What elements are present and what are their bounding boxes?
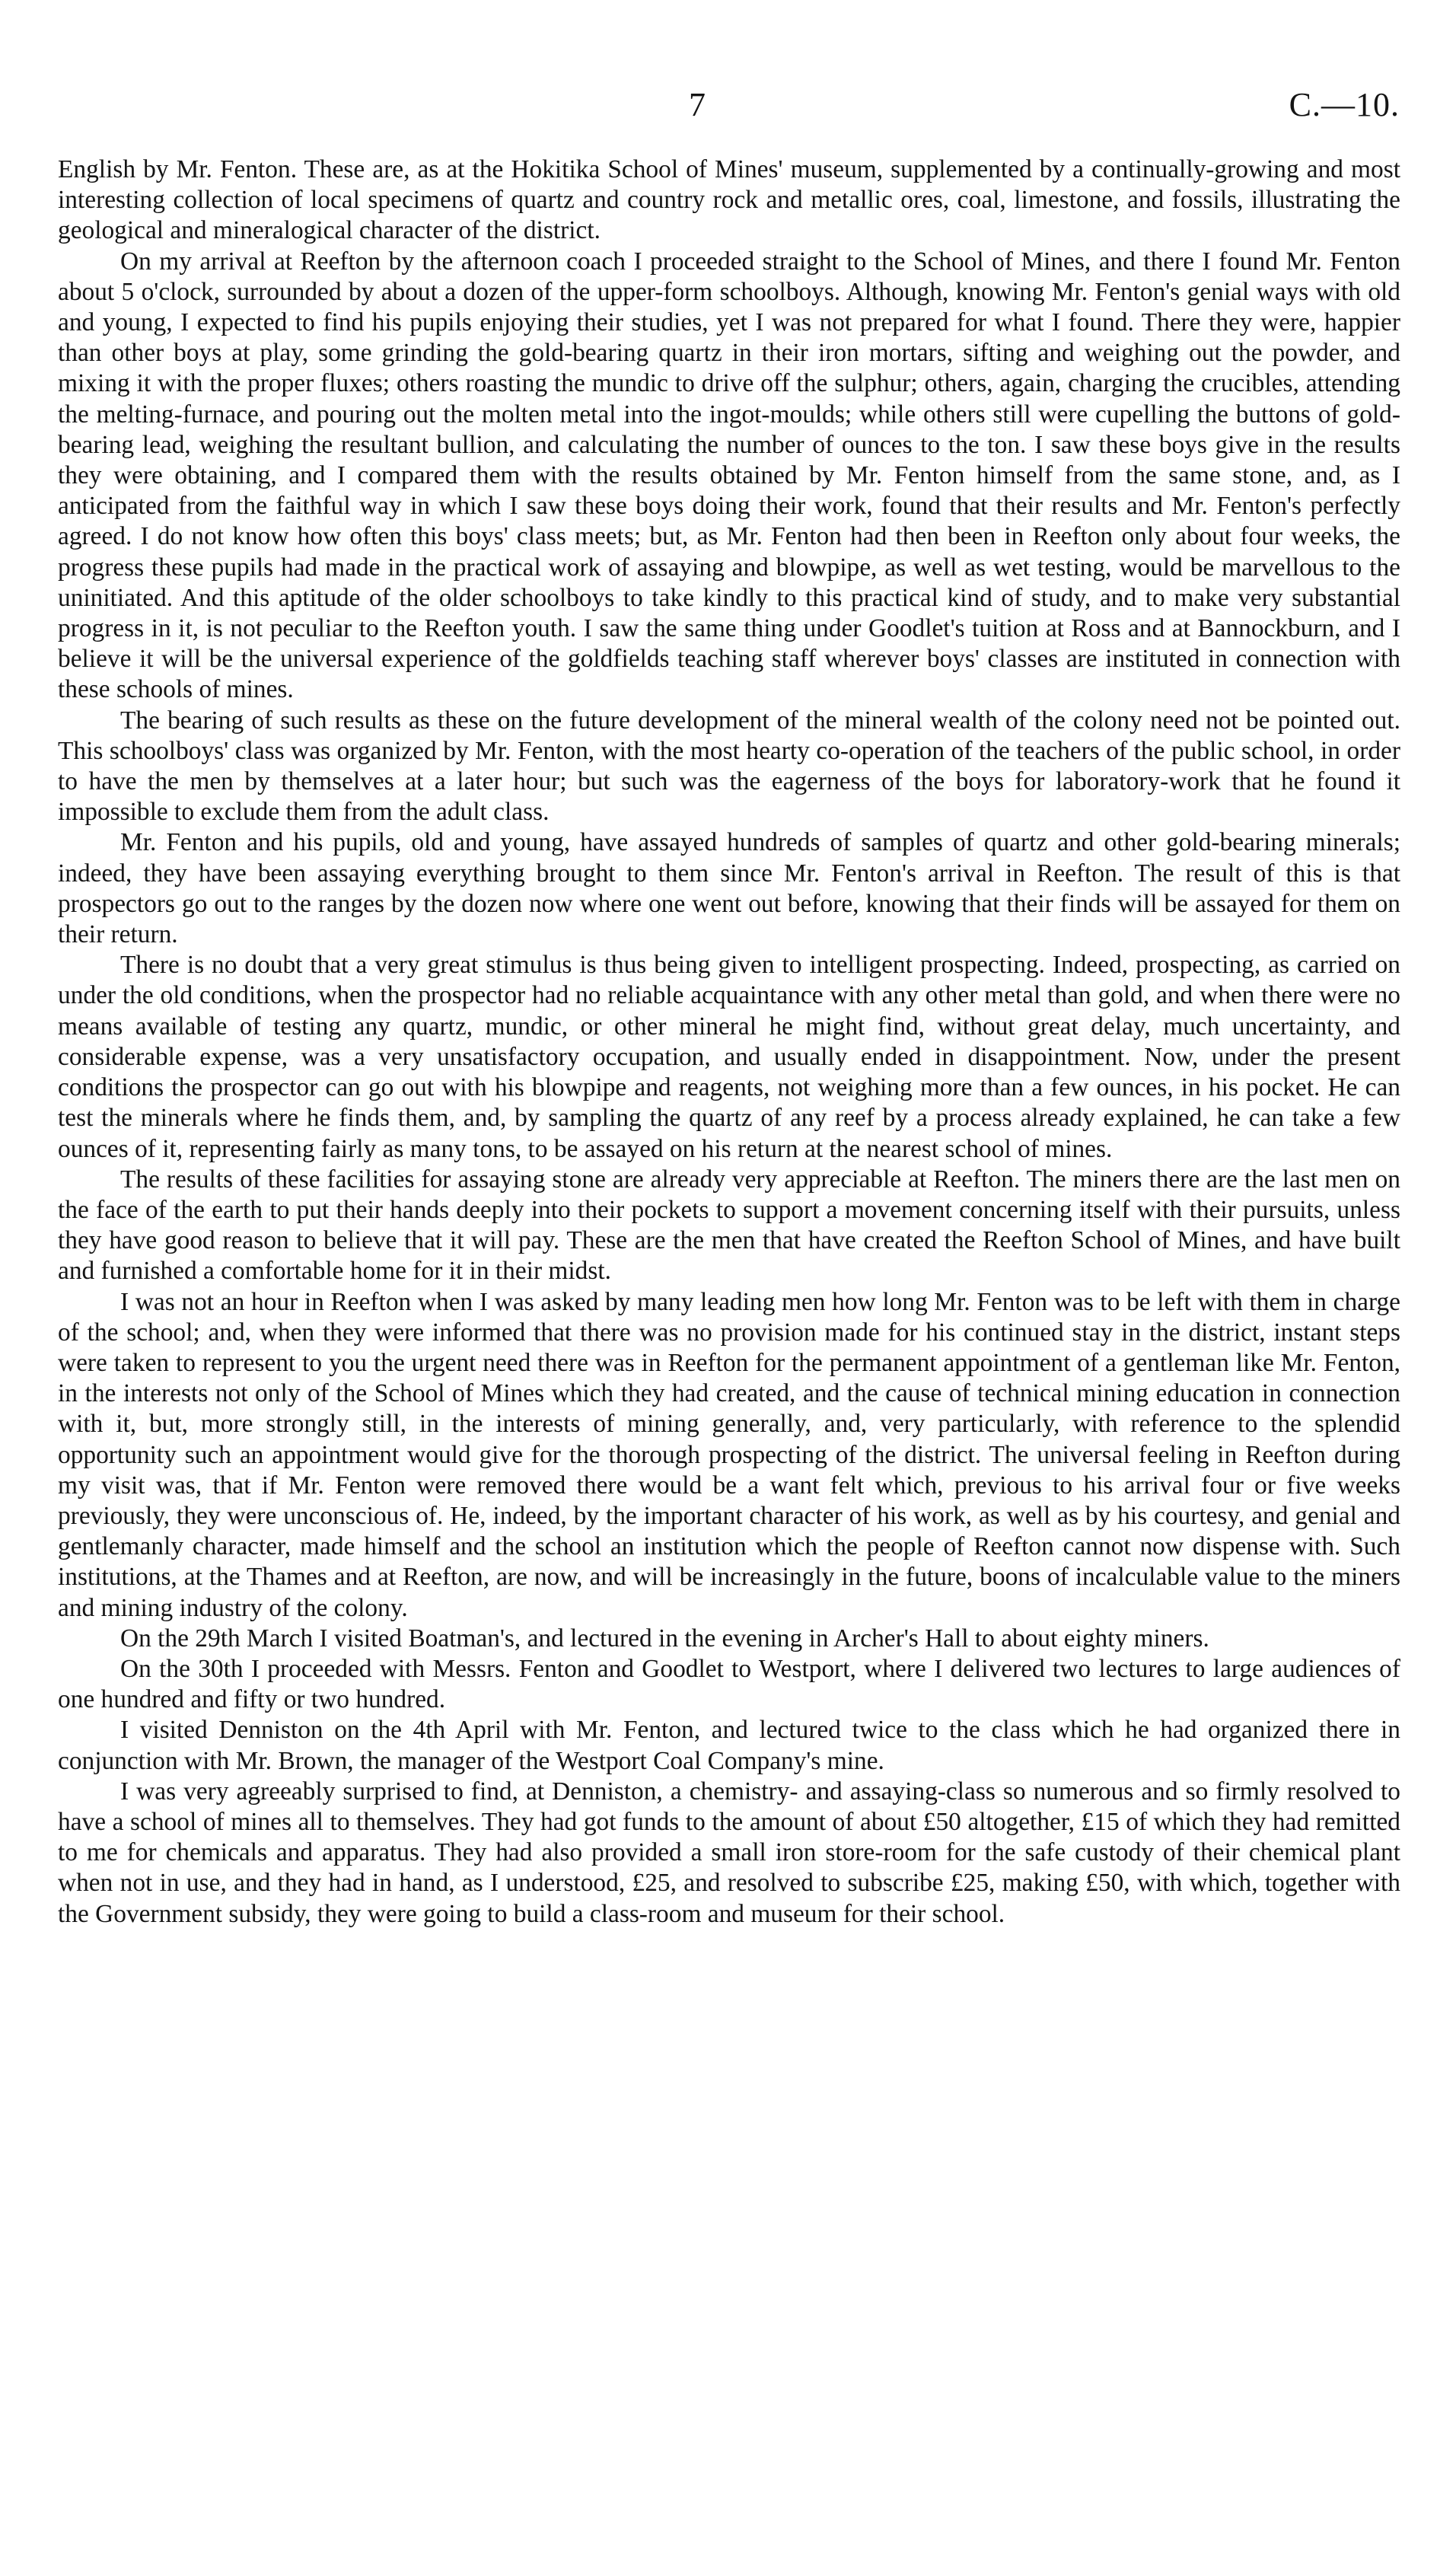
paragraph-assays: Mr. Fenton and his pupils, old and young, have assayed hundreds of samples of quartz and other gold-bearing minerals; indeed, they have been assaying everything brought to them since Mr. Fenton's arrival in Reefton. The result of this is that prospectors go out to the ranges by the dozen now where one went out before, knowing that their finds will be assayed for them on their return.	[58, 828, 1400, 949]
paragraph-facilities: The results of these facilities for assaying stone are already very appreciable at Reefton. The miners there are the last men on the face of the earth to put their hands deeply into their pockets to support a movement concerning itself with their pursuits, unless they have good reason to believe that it will pay. These are the men that have created the Reefton School of Mines, and have built and furnished a comfortable home for it in their midst.	[58, 1165, 1400, 1286]
paragraph-prospecting: There is no doubt that a very great stimulus is thus being given to intelligent prospecting. Indeed, prospecting, as carried on under the old conditions, when the prospector had no reliable acquaintance with any other metal than gold, and when there were no means available of testing any quartz, mundic, or other mineral he might find, without great delay, much uncertainty, and considerable expense, was a very unsatisfactory occupation, and usually ended in disappointment. Now, under the present conditions the prospector can go out with his blowpipe and reagents, not weighing more than a few ounces, in his pocket. He can test the minerals where he finds them, and, by sampling the quartz of any reef by a process already explained, he can take a few ounces of it, representing fairly as many tons, to be assayed on his return at the nearest school of mines.	[58, 951, 1400, 1163]
document-reference: C.—10.	[1289, 86, 1400, 123]
page-number: 7	[689, 86, 706, 123]
body-text	[58, 155, 1400, 1930]
paragraph-mineral-wealth: The bearing of such results as these on the future development of the mineral wealth of the colony need not be pointed out. This schoolboys' class was organized by Mr. Fenton, with the most hearty co-operation of the teachers of the public school, in order to have the men by themselves at a later hour; but such was the eagerness of the boys for laboratory-work that he found it impossible to exclude them from the adult class.	[58, 706, 1400, 827]
paragraph-westport: On the 30th I proceeded with Messrs. Fenton and Goodlet to Westport, where I delivered two lectures to large audiences of one hundred and fifty or two hundred.	[58, 1654, 1400, 1714]
paragraph-denniston-class: I was very agreeably surprised to find, at Denniston, a chemistry- and assaying-class so numerous and so firmly resolved to have a school of mines all to themselves. They had got funds to the amount of about £50 altogether, £15 of which they had remitted to me for chemicals and apparatus. They had also provided a small iron store-room for the safe custody of their chemical plant when not in use, and they had in hand, as I understood, £25, and resolved to subscribe £25, making £50, with which, together with the Government subsidy, they were going to build a class-room and museum for their school.	[58, 1777, 1400, 1928]
paragraph-continued: English by Mr. Fenton. These are, as at the Hokitika School of Mines' museum, supplemented by a continually-growing and most interesting collection of local specimens of quartz and country rock and metallic ores, coal, limestone, and fossils, illustrating the geological and mineralogical character of the district.	[58, 155, 1400, 245]
paragraph-appointment: I was not an hour in Reefton when I was asked by many leading men how long Mr. Fenton was to be left with them in charge of the school; and, when they were informed that there was no provision made for his continued stay in the district, instant steps were taken to represent to you the urgent need there was in Reefton for the permanent appointment of a gentleman like Mr. Fenton, in the interests not only of the School of Mines which they had created, and the cause of technical mining education in connection with it, but, more strongly still, in the interests of mining generally, and, very particularly, with reference to the splendid opportunity such an appointment would give for the thorough prospecting of the district. The universal feeling in Reefton during my visit was, that if Mr. Fenton were removed there would be a want felt which, previous to his arrival four or five weeks previously, they were unconscious of. He, indeed, by the important character of his work, as well as by his courtesy, and genial and gentlemanly character, made himself and the school an institution which the people of Reefton cannot now dispense with. Such institutions, at the Thames and at Reefton, are now, and will be increasingly in the future, boons of incalculable value to the miners and mining industry of the colony.	[58, 1287, 1400, 1622]
paragraph-reefton-arrival: On my arrival at Reefton by the afternoon coach I proceeded straight to the School of Mines, and there I found Mr. Fenton about 5 o'clock, surrounded by about a dozen of the upper-form schoolboys. Although, knowing Mr. Fenton's genial ways with old and young, I expected to find his pupils enjoying their studies, yet I was not prepared for what I found. There they were, happier than other boys at play, some grinding the gold-bearing quartz in their iron mortars, sifting and weighing out the powder, and mixing it with the proper fluxes; others roasting the mundic to drive off the sulphur; others, again, charging the crucibles, attending the melting-furnace, and pouring out the molten metal into the ingot-moulds; while others still were cupelling the buttons of gold-bearing lead, weighing the resultant bullion, and calculating the number of ounces to the ton. I saw these boys give in the results they were obtaining, and I compared them with the results obtained by Mr. Fenton himself from the same stone, and, as I anticipated from the faithful way in which I saw these boys doing their work, found that their results and Mr. Fenton's perfectly agreed. I do not know how often this boys' class meets; but, as Mr. Fenton had then been in Reefton only about four weeks, the progress these pupils had made in the practical work of assaying and blowpipe, as well as wet testing, would be marvellous to the uninitiated. And this aptitude of the older schoolboys to take kindly to this practical kind of study, and to make very substantial progress in it, is not peculiar to the Reefton youth. I saw the same thing under Goodlet's tuition at Ross and at Bannockburn, and I believe it will be the universal experience of the goldfields teaching staff wherever boys' classes are instituted in connection with these schools of mines.	[58, 247, 1400, 704]
page-header	[0, 82, 1456, 128]
paragraph-boatmans: On the 29th March I visited Boatman's, and lectured in the evening in Archer's Hall to about eighty miners.	[120, 1624, 1209, 1653]
paragraph-denniston-visit: I visited Denniston on the 4th April with Mr. Fenton, and lectured twice to the class which he had organized there in conjunction with Mr. Brown, the manager of the Westport Coal Company's mine.	[58, 1716, 1400, 1775]
